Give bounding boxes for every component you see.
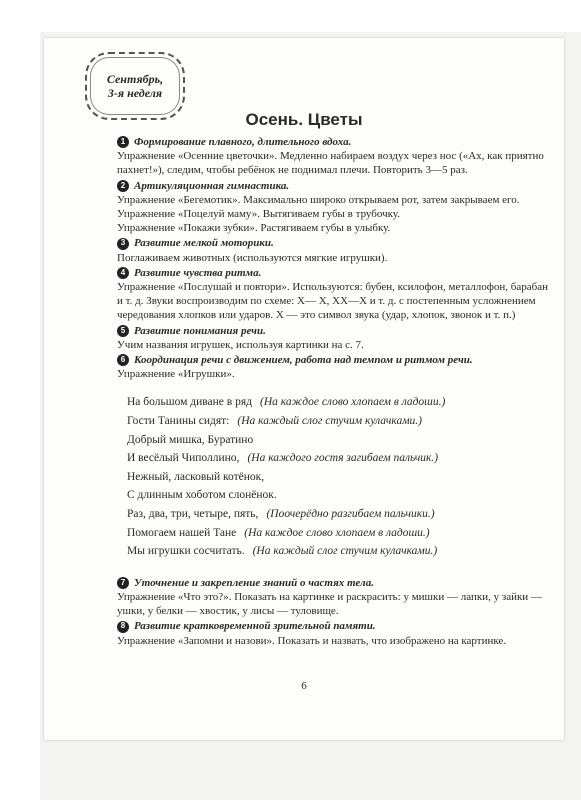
section-text: Упражнение «Покажи зубки». Растягиваем губы в улыбку. — [117, 222, 391, 235]
poem-line: Помогаем нашей Тане (На каждое слово хлопаем в ладоши.) — [127, 526, 430, 539]
section-number-badge: 3 — [117, 238, 129, 250]
poem-line: Раз, два, три, четыре, пять, (Поочерёдно разгибаем пальчики.) — [127, 508, 435, 521]
poem-line: На большом диване в ряд (На каждое слово хлопаем в ладоши.) — [127, 396, 446, 409]
section-number-badge: 5 — [117, 325, 129, 337]
page-content — [117, 134, 552, 648]
section-heading: 4 Развитие чувства ритма. — [117, 266, 552, 280]
page-title: Осень. Цветы — [245, 110, 363, 129]
book-page — [44, 38, 564, 740]
section-heading: 2 Артикуляционная гимнастика. — [117, 179, 552, 193]
poem-line: Нежный, ласковый котёнок, — [127, 470, 265, 483]
section-text: Упражнение «Бегемотик». Максимально широко открываем рот, затем закрываем его. — [117, 193, 520, 206]
section-text: Упражнение «Осенние цветочки». Медленно набираем воздух через нос («Ах, как приятно пахнет!»), следим, чтобы ребёнок не поднимал плечи. Повторить 3—5 раз. — [117, 150, 544, 177]
poem-line: И весёлый Чиполлино, (На каждого гостя загибаем пальчик.) — [127, 452, 439, 465]
section-number-badge: 7 — [117, 577, 129, 589]
section-text: Упражнение «Послушай и повтори». Используются: бубен, ксилофон, металлофон, барабан и т. д. Звуки воспроизводим по схеме: Х— Х, ХХ—Х и т. д. с постепенным усложнением чередования хлопков или ударов. Х — это символ звука (удар, хлопок, звонок и т. п.) — [117, 281, 548, 322]
poem-line: Добрый мишка, Буратино — [127, 433, 254, 446]
section-text: Упражнение «Что это?». Показать на картинке и раскрасить: у мишки — лапки, у зайки — ушки, у белки — хвостик, у лисы — туловище. — [117, 591, 542, 618]
section-heading: 6 Координация речи с движением, работа над темпом и ритмом речи. — [117, 353, 552, 367]
section-heading: 1 Формирование плавного, длительного вдоха. — [117, 135, 552, 149]
section-number-badge: 6 — [117, 354, 129, 366]
section-heading: 8 Развитие кратковременной зрительной памяти. — [117, 619, 552, 633]
poem-line: Гости Танины сидят: (На каждый слог стучим кулачками.) — [127, 415, 423, 428]
section-text: Поглаживаем животных (используются мягкие игрушки). — [117, 251, 388, 264]
poem — [127, 393, 552, 560]
section-heading: 5 Развитие понимания речи. — [117, 324, 552, 338]
section-text: Упражнение «Игрушки». — [117, 368, 235, 381]
page-number: 6 — [301, 680, 307, 692]
section-heading: 3 Развитие мелкой моторики. — [117, 236, 552, 250]
section-number-badge: 8 — [117, 621, 129, 633]
section-number-badge: 1 — [117, 136, 129, 148]
section-number-badge: 4 — [117, 267, 129, 279]
section-number-badge: 2 — [117, 180, 129, 192]
section-text: Упражнение «Запомни и назови». Показать и назвать, что изображено на картинке. — [117, 634, 507, 647]
section-heading: 7 Уточнение и закрепление знаний о частях тела. — [117, 576, 552, 590]
badge-week: 3-я неделя — [107, 86, 163, 100]
poem-line: Мы игрушки сосчитать. (На каждый слог стучим кулачками.) — [127, 545, 438, 558]
section-text: Учим названия игрушек, используя картинки на с. 7. — [117, 338, 364, 351]
poem-line: С длинным хоботом слонёнок. — [127, 489, 277, 502]
section-text: Упражнение «Поцелуй маму». Вытягиваем губы в трубочку. — [117, 208, 400, 221]
badge-month: Сентябрь, — [106, 72, 164, 86]
